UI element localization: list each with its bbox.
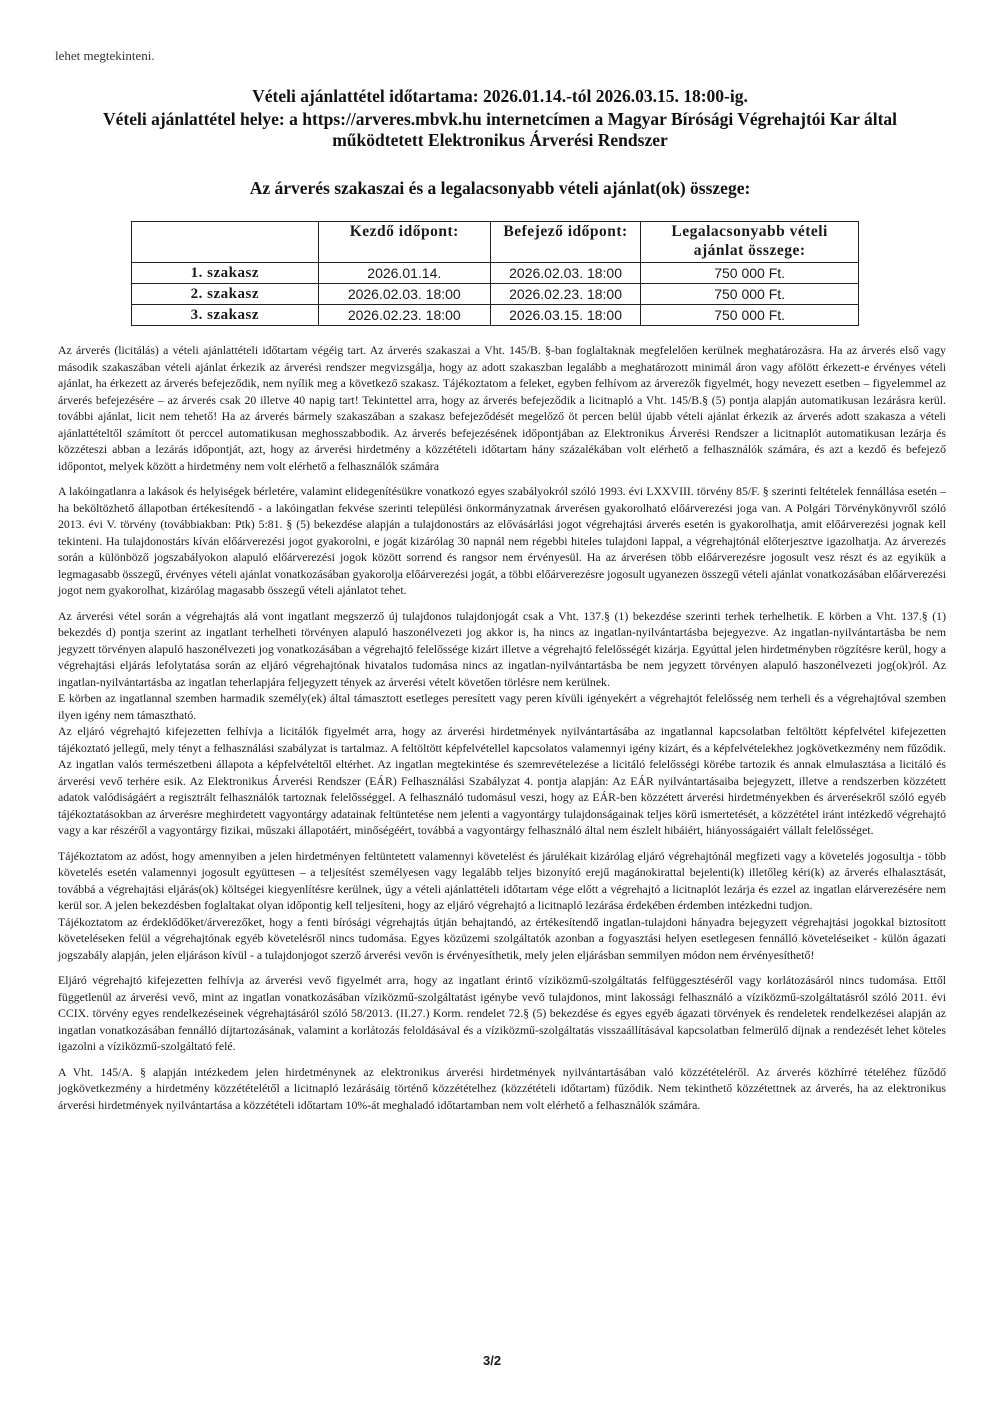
phase-name: 2. szakasz: [132, 284, 319, 305]
table-row: [132, 305, 859, 326]
phase-min-bid: 750 000 Ft.: [641, 263, 859, 284]
phase-name: 1. szakasz: [132, 263, 319, 284]
table-header-cell: [132, 222, 319, 263]
continuation-text: lehet megtekinteni.: [55, 48, 155, 63]
table-header-cell: Legalacsonyabb vételi ajánlat összege:: [641, 222, 859, 263]
page-number: 3/2: [483, 1353, 502, 1368]
table-header-cell: Befejező időpont:: [490, 222, 640, 263]
table-header-cell: Kezdő időpont:: [318, 222, 490, 263]
table-row: [132, 284, 859, 305]
phase-min-bid: 750 000 Ft.: [641, 284, 859, 305]
phase-start: 2026.02.23. 18:00: [318, 305, 490, 326]
bidding-place: Vételi ajánlattétel helye: a https://arveres.mbvk.hu internetcímen a Magyar Bírósági Végrehajtói Kar által működtetett Elektronikus Árverési Rendszer: [102, 109, 898, 150]
document-body: [58, 342, 946, 1113]
paragraph-images-disclaimer: Az eljáró végrehajtó kifejezetten felhívja a licitálók figyelmét arra, hogy az árverési hirdetmények nyilvántartásába az ingatlannal kapcsolatban feltöltött képfelvétel kifejezetten tájékoztató jellegű, mely tényt a felhasználási szabályzat is tartalmaz. A feltöltött képfelvétellel kapcsolatos valamennyi igény kizárt, és a képfelvételekhez jogkövetkezmény nem fűződik. Az ingatlan valós természetbeni állapota a képfelvételtől eltérhet. Az ingatlan megtekintése és szemrevételezése a licitáló felelősségi körébe tartozik és annak elmulasztása a licitáló és árverési vevő terhére esik. Az Elektronikus Árverési Rendszer (EÁR) Felhasználási Szabályzat 4. pontja alapján: Az EÁR nyilvántartásaiba bejegyzett, illetve a rendszerben közzétett adatok valódiságáért a regisztrált felhasználók tartoznak felelősséggel. A felhasználó tudomásul veszi, hogy az EÁR-ben közzétett árverési hirdetményekben és árverésekről szóló egyéb tájékoztatásokban az árverésre meghirdetett vagyontárgy adatainak feltüntetése nem jelenti a vagyontárgy tulajdonságainak teljes körű ismertetését, a közzététel iránt intézkedő végrehajtó vagy a kar részéről a vagyontárgy fizikai, műszaki állapotáért, minőségéért, továbbá a vagyontárgy felhasználó által nem észlelt hibáiért, hiányosságaiért vállalt felelősséget.: [58, 724, 946, 837]
table-row: [132, 263, 859, 284]
paragraph-publication: A Vht. 145/A. § alapján intézkedem jelen hirdetménynek az elektronikus árverési hirdetmények nyilvántartásában való közzétételéről. Az árverés közhírré tételéhez fűződő jogkövetkezmény a hirdetmény közzétételétől a licitnapló lezárásáig történő közzétételhez (közzétételi időtartam) fűződik. Nem tekinthető közzétettnek az árverés, ha az elektronikus árverési hirdetmények nyilvántartása a közzétételi időtartam 10%-át meghaladó időtartamban nem volt elérhető a felhasználók számára.: [58, 1064, 946, 1112]
phase-start: 2026.01.14.: [318, 263, 490, 284]
paragraph-debtor-notice: Tájékoztatom az adóst, hogy amennyiben a jelen hirdetményen feltüntetett valamennyi követelést és járulékait kizárólag eljáró végrehajtónál megfizeti vagy a követelés jogosultja - több követelés esetén valamennyi jogosult együttesen – a teljesítést személyesen vagy legalább teljes bizonyító erejű magánokirattal bejelenti(k) illetőleg kéri(k) az árverés elhalasztását, továbbá a végrehajtási eljárás(ok) költségei kiegyenlítésre kerülnek, úgy a vételi ajánlattételi időtartam vége előtt a végrehajtó a licitnaplót lezárja és ezzel az ingatlan elárverezésére nem kerül sor. A jelen bekezdésben foglaltakat olyan időpontig kell teljesíteni, hogy az eljáró végrehajtó a licitnapló lezárása érdekében érdemben intézkedni tudjon.: [58, 848, 946, 912]
phase-end: 2026.02.23. 18:00: [490, 284, 640, 305]
paragraph-water-utility: Eljáró végrehajtó kifejezetten felhívja az árverési vevő figyelmét arra, hogy az ingatlant érintő víziközmű-szolgáltatás felfüggesztéséről vagy korlátozásáról nincs tudomása. Ettől függetlenül az árverési vevő, mint az ingatlan vonatkozásában víziközmű-szolgáltatást igénybe vevő tulajdonos, mint lakossági felhasználó a víziközmű-szolgáltatásról szóló 2011. évi CCIX. törvény egyes rendelkezéseinek végrehajtásáról szóló 58/2013. (II.27.) Korm. rendelet 72.§ (5) bekezdése és egyes egyéb ágazati törvények és rendeletek rendelkezései alapján az ingatlan vonatkozásában fennálló díjtartozásának, valamint a korlátozás feloldásával és a víziközmű-szolgáltatás visszaállításával kapcsolatban felmerülő díjnak a rendezését lehet köteles igazolni a víziközmű-szolgáltató felé.: [58, 973, 946, 1053]
phase-min-bid: 750 000 Ft.: [641, 305, 859, 326]
phase-start: 2026.02.03. 18:00: [318, 284, 490, 305]
bidding-period: Vételi ajánlattétel időtartama: 2026.01.14.-tól 2026.03.15. 18:00-ig.: [252, 86, 748, 106]
auction-phases-table: [131, 221, 859, 326]
paragraph-other-claims: Tájékoztatom az érdeklődőket/árverezőket, hogy a fenti bírósági végrehajtás útján behajtandó, az értékesítendő ingatlan-tulajdoni hányadra bejegyzett végrehajtási jogokkal biztosított követeléseken felül a végrehajtónak egyéb követelésről nincs tudomása. Egyes közüzemi szolgáltatók azonban a fogyasztási helyen esetlegesen fennálló követeléseiket - külön ágazati jogszabály alapján, jelen eljáráson kívül - a tulajdonjogot szerző árverési vevőn is érvényesíthetik, mely jelen eljárásban semmilyen módon nem érvényesíthető!: [58, 914, 946, 962]
paragraph-third-party-claims: E körben az ingatlannal szemben harmadik személy(ek) által támasztott esetleges peresített vagy peren kívüli igényekért a végrehajtót felelősség nem terheli és a végrehajtóval szemben ilyen igény nem támasztható.: [58, 691, 946, 722]
paragraph-pre-emption: A lakóingatlanra a lakások és helyiségek bérletére, valamint elidegenítésükre vonatkozó egyes szabályokról szóló 1993. évi LXXVIII. törvény 85/F. § szerinti feltételek fennállása esetén – ha beköltözhető állapotban értékesítendő - a lakóingatlan fekvése szerinti települési önkormányzatnak árverésen gyakorolható előárverezési joga van. A Polgári Törvénykönyvről szóló 2013. évi V. törvény (továbbiakban: Ptk) 5:81. § (5) bekezdése alapján a tulajdonostárs az elővásárlási jogot végrehajtási árverés esetén is gyakorolhatja, amit előárverezési jognak kell tekinteni. Ha tulajdonostárs kíván előárverezési jogot gyakorolni, e jogát kizárólag 30 napnál nem régebbi hiteles tulajdoni lappal, a végrehajtónál előterjesztve igazolhatja. Az árverezés során a különböző jogszabályokon alapuló előárverezési jogok között sorrend és rangsor nem érvényesül. Ha az árverésen több előárverezésre jogosult vesz részt és az egyikük a legmagasabb összegű, érvényes vételi ajánlat vonatkozásában gyakorolja előárverezési jogát, a többi előárverezésre jogosult ugyanezen összegű vételi ajánlat vonatkozásában előárverezési jogot nem gyakorolhat, kizárólag magasabb összegű vételi ajánlatot tehet.: [58, 484, 946, 597]
phase-end: 2026.02.03. 18:00: [490, 263, 640, 284]
table-header-row: [132, 222, 859, 263]
paragraph-encumbrances: Az árverési vétel során a végrehajtás alá vont ingatlant megszerző új tulajdonos tulajdonjogát csak a Vht. 137.§ (1) bekezdése szerinti terhek terhelhetik. E körben a Vht. 137.§ (1) bekezdés d) pontja szerint az ingatlant terhelheti törvényen alapuló haszonélvezeti jog akkor is, ha nincs az ingatlan-nyilvántartásba bejegyezve. Az ingatlan-nyilvántartásba be nem jegyzett törvényen alapuló haszonélvezeti jog vonatkozásában a végrehajtó felelőssége kizárt illetve a végrehajtó felelősségét kizárja. Egyúttal jelen hirdetményben rögzítésre kerül, hogy a végrehajtási eljárás lefolytatása során az eljáró végrehajtónak hivatalos tudomása nincs az ingatlan-nyilvántartásba be nem jegyzett törvényen alapuló haszonélvezeti jog(ok)ról. Az ingatlan-nyilvántartásba az ingatlan teherlapjára feljegyzett tények az árverési vételt követően törlésre nem kerülnek.: [58, 608, 946, 689]
paragraph-auction-duration: Az árverés (licitálás) a vételi ajánlattételi időtartam végéig tart. Az árverés szakaszai a Vht. 145/B. §-ban foglaltaknak megfelelően kerülnek meghatározásra. Ha az árverés első vagy második szakaszában vételi ajánlat érkezik az árverési rendszer megvizsgálja, hogy az adott szakaszban legalább a meghatározott minimál áron vagy afölött érkezett-e érvényes vételi ajánlat, ha érkezett az árverés befejeződik, nem nyílik meg a következő szakasz. Tájékoztatom a feleket, egyben felhívom az árverezők figyelmét, hogy nevezett esetben – figyelemmel az árverés befejezésére – az árverés csak 20 illetve 40 napig tart! Tekintettel arra, hogy az árverés befejeződik a licitnapló a Vht. 145/B.§ (5) pontja alapján automatikusan lezárásra kerül. további ajánlat, licit nem tehető! Ha az árverés bármely szakaszában a szakasz befejeződését megelőző öt percen belül újabb vételi ajánlat érkezik az árverés adott szakasza a vételi ajánlattételtől számított öt perccel automatikusan meghosszabbodik. Az árverés befejezésének időpontjában az Elektronikus Árverési Rendszer a licitnaplót automatikusan lezárja és közzéteszi abban a lezárás időpontját, azt, hogy az árverési hirdetmény a közzétételi időtartam hány százalékában volt elérhető a felhasználók számára, és azt a kezdő és befejező időpontot, melyek között a hirdetmény nem volt elérhető a felhasználók számára: [58, 343, 946, 473]
phases-title: Az árverés szakaszai és a legalacsonyabb vételi ajánlat(ok) összege:: [249, 178, 751, 198]
phase-name: 3. szakasz: [132, 305, 319, 326]
phase-end: 2026.03.15. 18:00: [490, 305, 640, 326]
